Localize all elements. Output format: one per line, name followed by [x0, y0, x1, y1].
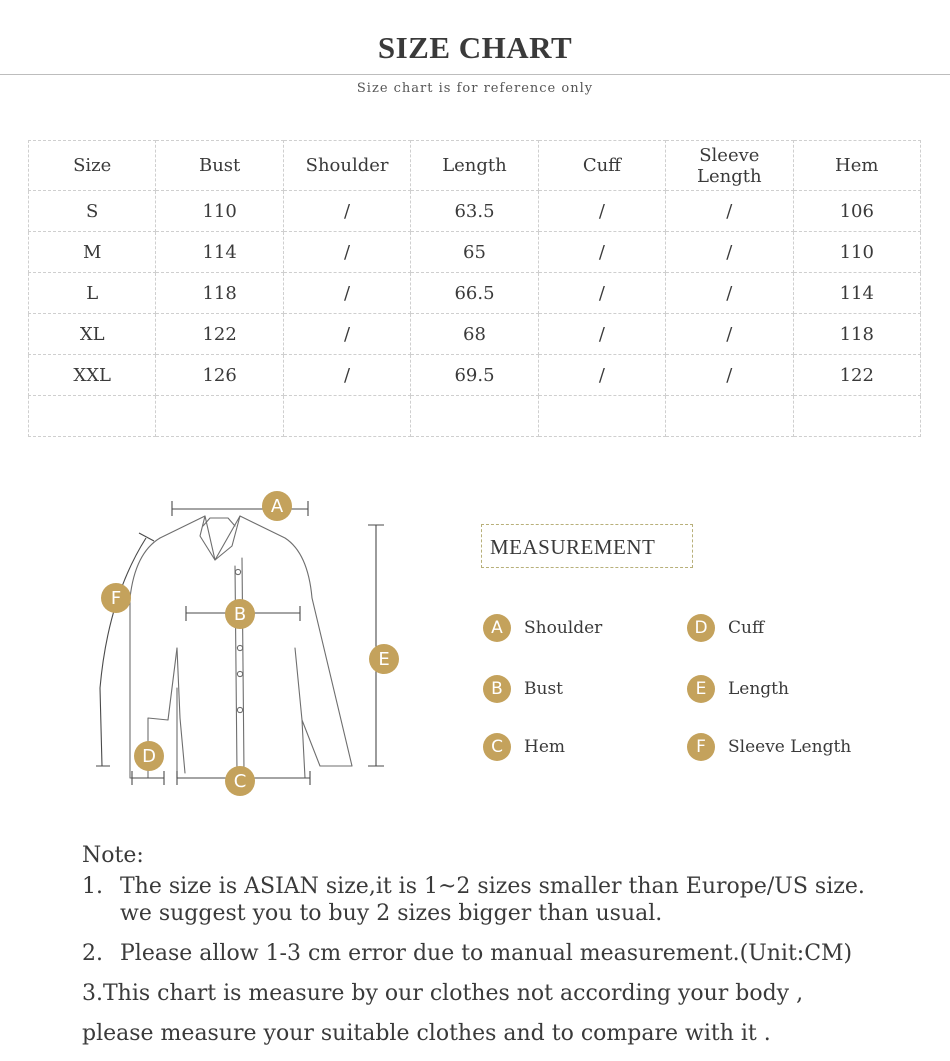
table-row	[29, 314, 921, 355]
table-cell: /	[666, 232, 793, 273]
table-cell: XL	[29, 314, 156, 355]
measurement-heading: MEASUREMENT	[481, 524, 693, 568]
shirt-placket	[242, 558, 244, 773]
legend-label: Length	[728, 679, 789, 699]
legend-item-sleeve-length	[687, 733, 851, 761]
note-1	[82, 874, 865, 899]
table-row	[29, 232, 921, 273]
column-header: Shoulder	[283, 141, 410, 191]
table-cell: 106	[793, 191, 920, 232]
table-cell	[156, 396, 283, 437]
table-cell: L	[29, 273, 156, 314]
table-cell: /	[283, 355, 410, 396]
table-cell: XXL	[29, 355, 156, 396]
column-header: Sleeve Length	[666, 141, 793, 191]
table-cell: 63.5	[411, 191, 538, 232]
table-cell: 66.5	[411, 273, 538, 314]
table-cell	[29, 396, 156, 437]
legend-item-hem	[483, 733, 565, 761]
table-header-row	[29, 141, 921, 191]
note-text: Please allow 1-3 cm error due to manual measurement.(Unit:CM)	[120, 941, 853, 966]
legend-label: Bust	[524, 679, 563, 699]
note-number: 2.	[82, 941, 103, 966]
table-cell: S	[29, 191, 156, 232]
marker-d-label: D	[142, 746, 156, 767]
legend-label: Cuff	[728, 618, 765, 638]
table-cell: /	[283, 314, 410, 355]
table-cell: /	[538, 355, 665, 396]
notes-heading: Note:	[82, 843, 144, 868]
table-cell: 118	[793, 314, 920, 355]
table-cell: 110	[156, 191, 283, 232]
shirt-button	[235, 569, 240, 574]
table-cell: /	[283, 191, 410, 232]
table-cell: 122	[793, 355, 920, 396]
legend-label: Shoulder	[524, 618, 603, 638]
table-cell: /	[283, 232, 410, 273]
column-header: Hem	[793, 141, 920, 191]
note-3-continued: please measure your suitable clothes and to compare with it .	[82, 1021, 771, 1046]
table-cell: 126	[156, 355, 283, 396]
table-cell: /	[538, 314, 665, 355]
marker-b-label: B	[233, 604, 247, 625]
legend-label: Hem	[524, 737, 566, 757]
shirt-button	[237, 645, 242, 650]
size-table	[28, 140, 921, 437]
legend-badge-f-icon: F	[687, 733, 715, 761]
shirt-collar	[200, 516, 215, 560]
page-title: SIZE CHART	[377, 30, 573, 65]
table-row	[29, 273, 921, 314]
column-header: Cuff	[538, 141, 665, 191]
table-cell: /	[283, 273, 410, 314]
table-cell	[283, 396, 410, 437]
table-cell: /	[666, 273, 793, 314]
legend-badge-e-icon: E	[687, 675, 715, 703]
table-cell: 114	[793, 273, 920, 314]
title-divider	[0, 74, 950, 75]
shirt-outline	[295, 648, 302, 720]
legend-item-length	[687, 675, 789, 703]
table-row	[29, 191, 921, 232]
table-cell: 69.5	[411, 355, 538, 396]
table-empty-row	[29, 396, 921, 437]
table-cell: /	[666, 314, 793, 355]
note-2	[82, 941, 852, 966]
note-3: 3.This chart is measure by our clothes not according your body ,	[82, 981, 804, 1006]
table-row	[29, 355, 921, 396]
note-1-continued: we suggest you to buy 2 sizes bigger than usual.	[120, 901, 663, 926]
note-text: The size is ASIAN size,it is 1~2 sizes smaller than Europe/US size.	[120, 874, 865, 899]
legend-item-cuff	[687, 614, 764, 642]
marker-f-label: F	[110, 588, 122, 609]
shirt-placket	[235, 566, 237, 773]
table-cell: /	[538, 273, 665, 314]
legend-badge-d-icon: D	[687, 614, 715, 642]
shirt-button	[237, 707, 242, 712]
shirt-outline	[160, 516, 352, 778]
table-cell: /	[666, 355, 793, 396]
table-cell: /	[538, 232, 665, 273]
marker-c-label: C	[233, 771, 247, 792]
table-cell	[793, 396, 920, 437]
table-cell: M	[29, 232, 156, 273]
table-cell: /	[538, 191, 665, 232]
legend-label: Sleeve Length	[728, 737, 852, 757]
table-cell: 68	[411, 314, 538, 355]
column-header: Length	[411, 141, 538, 191]
legend-badge-b-icon: B	[483, 675, 511, 703]
marker-e-label: E	[378, 649, 390, 670]
table-cell	[411, 396, 538, 437]
legend-badge-a-icon: A	[483, 614, 511, 642]
shirt-diagram	[90, 488, 420, 798]
table-cell: /	[666, 191, 793, 232]
column-header: Bust	[156, 141, 283, 191]
table-cell: 122	[156, 314, 283, 355]
table-cell	[666, 396, 793, 437]
shirt-collar	[203, 518, 235, 526]
marker-a-label: A	[270, 496, 284, 517]
legend-item-bust	[483, 675, 563, 703]
note-number: 1.	[82, 874, 103, 899]
legend-item-shoulder	[483, 614, 602, 642]
table-cell: 114	[156, 232, 283, 273]
column-header: Size	[29, 141, 156, 191]
legend-badge-c-icon: C	[483, 733, 511, 761]
shirt-outline	[177, 648, 185, 773]
sleeve-measure-line	[96, 533, 154, 766]
table-cell: 65	[411, 232, 538, 273]
page-subtitle: Size chart is for reference only	[356, 81, 594, 96]
table-cell: 118	[156, 273, 283, 314]
table-cell	[538, 396, 665, 437]
table-cell: 110	[793, 232, 920, 273]
shirt-button	[237, 671, 242, 676]
